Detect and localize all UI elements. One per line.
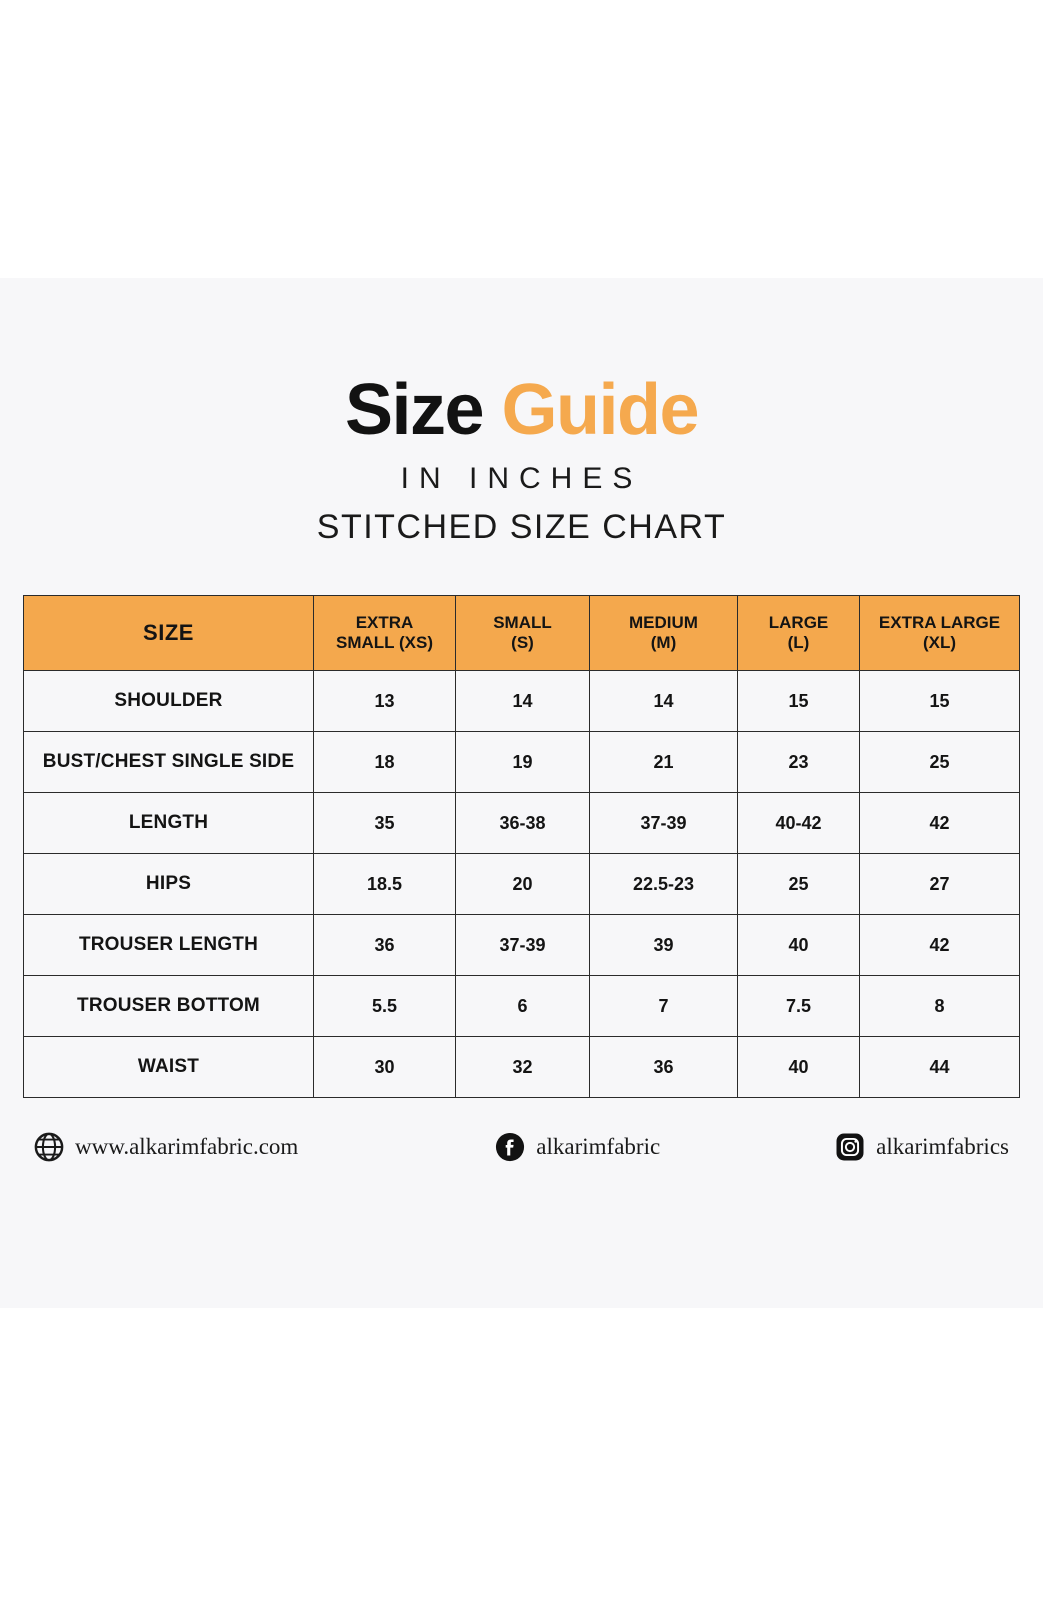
cell-length-s: 36-38 xyxy=(456,793,590,854)
column-header-s xyxy=(456,596,590,671)
row-label-trouser-length: TROUSER LENGTH xyxy=(24,915,314,976)
size-table-wrap xyxy=(8,595,1035,1098)
cell-length-xl: 42 xyxy=(860,793,1020,854)
table-row xyxy=(24,793,1020,854)
cell-shoulder-s: 14 xyxy=(456,671,590,732)
cell-trouser-length-l: 40 xyxy=(738,915,860,976)
cell-waist-s: 32 xyxy=(456,1037,590,1098)
row-label-hips: HIPS xyxy=(24,854,314,915)
cell-shoulder-xl: 15 xyxy=(860,671,1020,732)
table-row xyxy=(24,1037,1020,1098)
cell-bust-m: 21 xyxy=(590,732,738,793)
footer-website[interactable] xyxy=(34,1132,298,1162)
cell-bust-l: 23 xyxy=(738,732,860,793)
cell-length-xs: 35 xyxy=(314,793,456,854)
row-label-waist: WAIST xyxy=(24,1037,314,1098)
subtitle-units: IN INCHES xyxy=(400,462,643,495)
column-header-xl xyxy=(860,596,1020,671)
table-header-row xyxy=(24,596,1020,671)
title-part-size: Size xyxy=(344,370,484,450)
table-header xyxy=(24,596,1020,671)
cell-bust-s: 19 xyxy=(456,732,590,793)
footer-instagram-label: alkarimfabrics xyxy=(876,1134,1009,1159)
cell-trouser-length-xs: 36 xyxy=(314,915,456,976)
column-header-xl-line1: EXTRA LARGE xyxy=(878,613,1001,633)
cell-trouser-length-s: 37-39 xyxy=(456,915,590,976)
size-guide-card xyxy=(0,278,1043,1308)
cell-hips-xl: 27 xyxy=(860,854,1020,915)
table-row xyxy=(24,671,1020,732)
column-header-xs-line2: SMALL (XS) xyxy=(336,633,433,652)
cell-waist-m: 36 xyxy=(590,1037,738,1098)
column-header-l-line1: LARGE xyxy=(768,613,829,633)
footer xyxy=(8,1132,1035,1162)
cell-hips-xs: 18.5 xyxy=(314,854,456,915)
facebook-icon xyxy=(495,1132,525,1162)
cell-trouser-bottom-xl: 8 xyxy=(860,976,1020,1037)
row-label-length: LENGTH xyxy=(24,793,314,854)
column-header-m-line2: (M) xyxy=(650,633,677,652)
header-block xyxy=(8,278,1035,547)
column-header-size: SIZE xyxy=(24,596,314,671)
cell-length-l: 40-42 xyxy=(738,793,860,854)
column-header-m xyxy=(590,596,738,671)
size-chart-table xyxy=(23,595,1020,1098)
footer-facebook-label: alkarimfabric xyxy=(536,1134,661,1159)
table-row xyxy=(24,915,1020,976)
column-header-xs xyxy=(314,596,456,671)
cell-trouser-bottom-xs: 5.5 xyxy=(314,976,456,1037)
row-label-trouser-bottom: TROUSER BOTTOM xyxy=(24,976,314,1037)
cell-trouser-bottom-l: 7.5 xyxy=(738,976,860,1037)
column-header-s-line1: SMALL xyxy=(493,613,552,633)
column-header-xs-line1: EXTRA xyxy=(355,613,414,633)
subtitle-chart-type: STITCHED SIZE CHART xyxy=(316,508,727,546)
table-body xyxy=(24,671,1020,1098)
footer-instagram[interactable] xyxy=(835,1132,1009,1162)
column-header-s-line2: (S) xyxy=(511,633,534,652)
cell-bust-xl: 25 xyxy=(860,732,1020,793)
cell-waist-xs: 30 xyxy=(314,1037,456,1098)
column-header-l xyxy=(738,596,860,671)
row-label-bust-chest: BUST/CHEST SINGLE SIDE xyxy=(24,732,314,793)
column-header-m-line1: MEDIUM xyxy=(629,613,698,633)
footer-facebook[interactable] xyxy=(495,1132,660,1162)
cell-trouser-bottom-s: 6 xyxy=(456,976,590,1037)
page-title xyxy=(8,370,1035,450)
table-row xyxy=(24,976,1020,1037)
cell-shoulder-l: 15 xyxy=(738,671,860,732)
cell-bust-xs: 18 xyxy=(314,732,456,793)
title-part-guide: Guide xyxy=(501,370,699,450)
globe-icon xyxy=(34,1132,64,1162)
cell-trouser-length-xl: 42 xyxy=(860,915,1020,976)
table-row xyxy=(24,732,1020,793)
instagram-icon xyxy=(835,1132,865,1162)
footer-website-label: www.alkarimfabric.com xyxy=(75,1134,299,1159)
card-inner xyxy=(8,278,1035,1308)
cell-shoulder-xs: 13 xyxy=(314,671,456,732)
cell-hips-m: 22.5-23 xyxy=(590,854,738,915)
cell-hips-l: 25 xyxy=(738,854,860,915)
column-header-xl-line2: (XL) xyxy=(922,633,957,652)
cell-hips-s: 20 xyxy=(456,854,590,915)
table-row xyxy=(24,854,1020,915)
cell-shoulder-m: 14 xyxy=(590,671,738,732)
cell-waist-xl: 44 xyxy=(860,1037,1020,1098)
column-header-l-line2: (L) xyxy=(787,633,810,652)
cell-waist-l: 40 xyxy=(738,1037,860,1098)
cell-trouser-length-m: 39 xyxy=(590,915,738,976)
cell-length-m: 37-39 xyxy=(590,793,738,854)
cell-trouser-bottom-m: 7 xyxy=(590,976,738,1037)
row-label-shoulder: SHOULDER xyxy=(24,671,314,732)
